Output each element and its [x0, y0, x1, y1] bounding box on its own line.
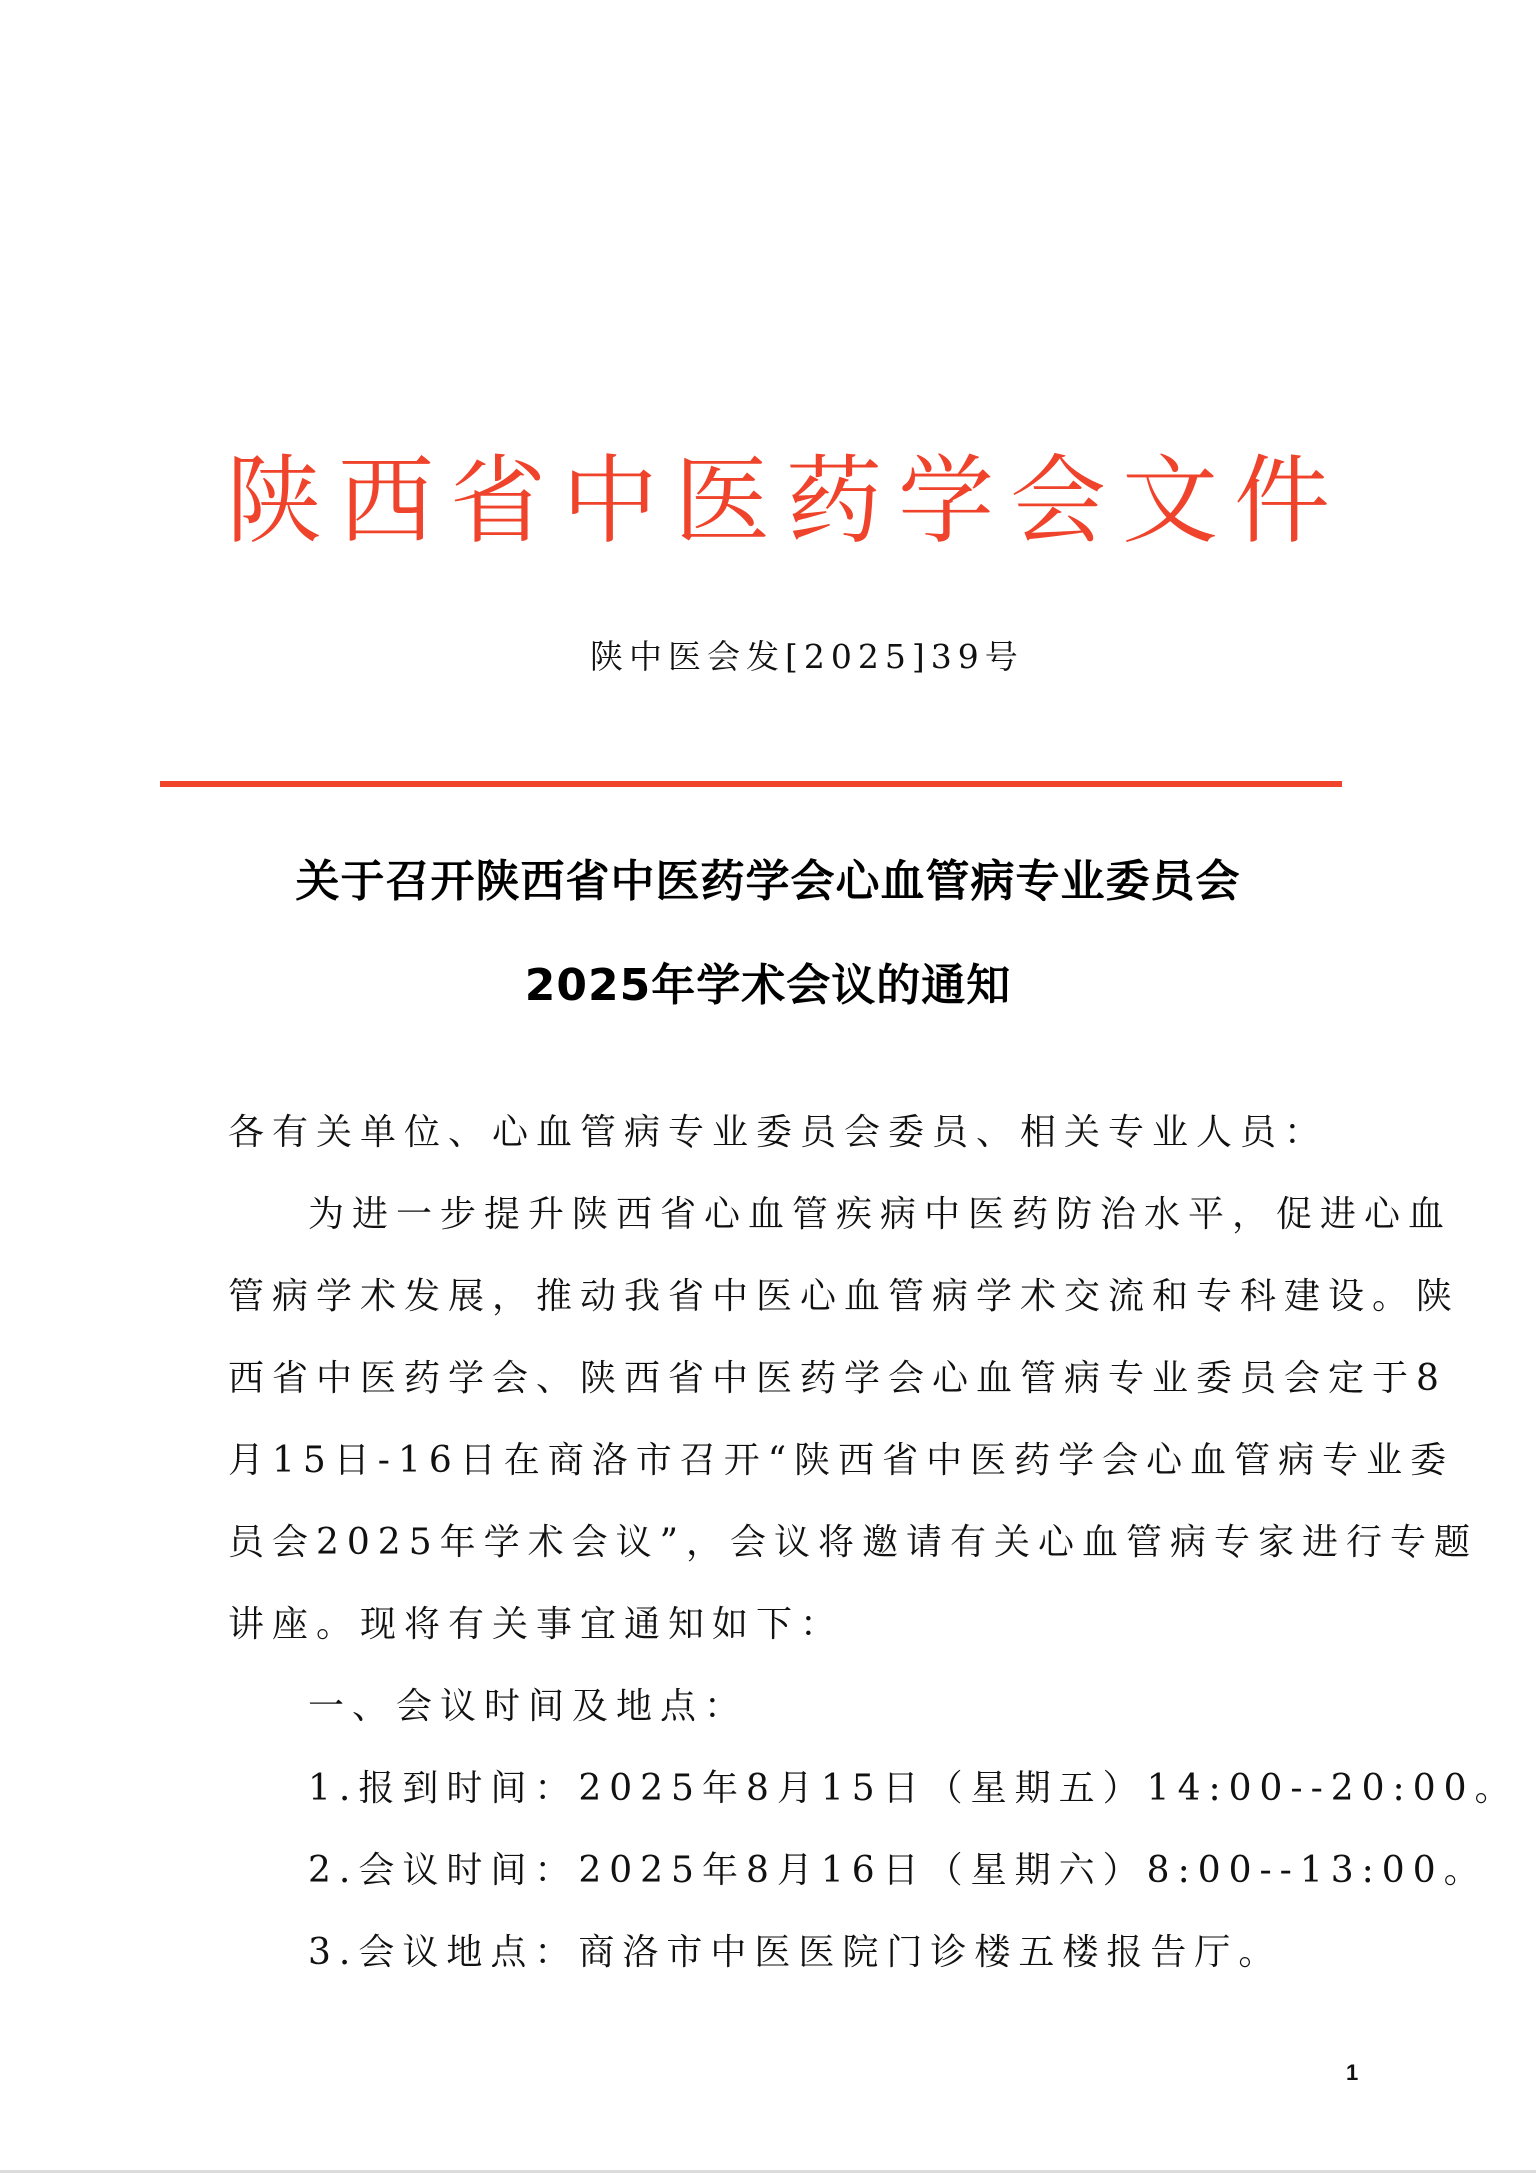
notice-title-line-2: 2025年学术会议的通知	[524, 960, 1012, 1011]
document-body	[228, 1092, 1519, 1994]
paragraph-line: 西省中医药学会、陕西省中医药学会心血管病专业委员会定于8	[228, 1358, 1447, 1399]
paragraph-line: 员会2025年学术会议”，会议将邀请有关心血管病专家进行专题	[228, 1522, 1479, 1563]
paragraph-line: 为进一步提升陕西省心血管疾病中医药防治水平，促进心血	[308, 1194, 1453, 1235]
page-number: 1	[1346, 2060, 1359, 2085]
document-number: 陕中医会发[2025]39号	[590, 637, 1024, 676]
salutation: 各有关单位、心血管病专业委员会委员、相关专业人员：	[228, 1112, 1329, 1153]
paragraph-line: 管病学术发展，推动我省中医心血管病学术交流和专科建设。陕	[228, 1276, 1461, 1317]
list-item-meeting-location: 3.会议地点：商洛市中医医院门诊楼五楼报告厅。	[308, 1932, 1283, 1973]
paragraph-line: 讲座。现将有关事宜通知如下：	[228, 1604, 845, 1645]
intro-paragraph	[228, 1174, 1479, 1666]
section-meeting-time-location	[228, 1666, 1519, 1994]
list-item-meeting-time: 2.会议时间：2025年8月16日（星期六）8:00--13:00。	[308, 1850, 1488, 1891]
paragraph-line: 月15日-16日在商洛市召开“陕西省中医药学会心血管病专业委	[228, 1440, 1455, 1481]
list-item-registration-time: 1.报到时间：2025年8月15日（星期五）14:00--20:00。	[308, 1768, 1519, 1809]
notice-title-line-1: 关于召开陕西省中医药学会心血管病专业委员会	[295, 856, 1241, 907]
red-divider-line	[160, 781, 1342, 787]
organization-header-title: 陕西省中医药学会文件	[226, 445, 1346, 557]
section-heading: 一、会议时间及地点：	[308, 1686, 749, 1727]
